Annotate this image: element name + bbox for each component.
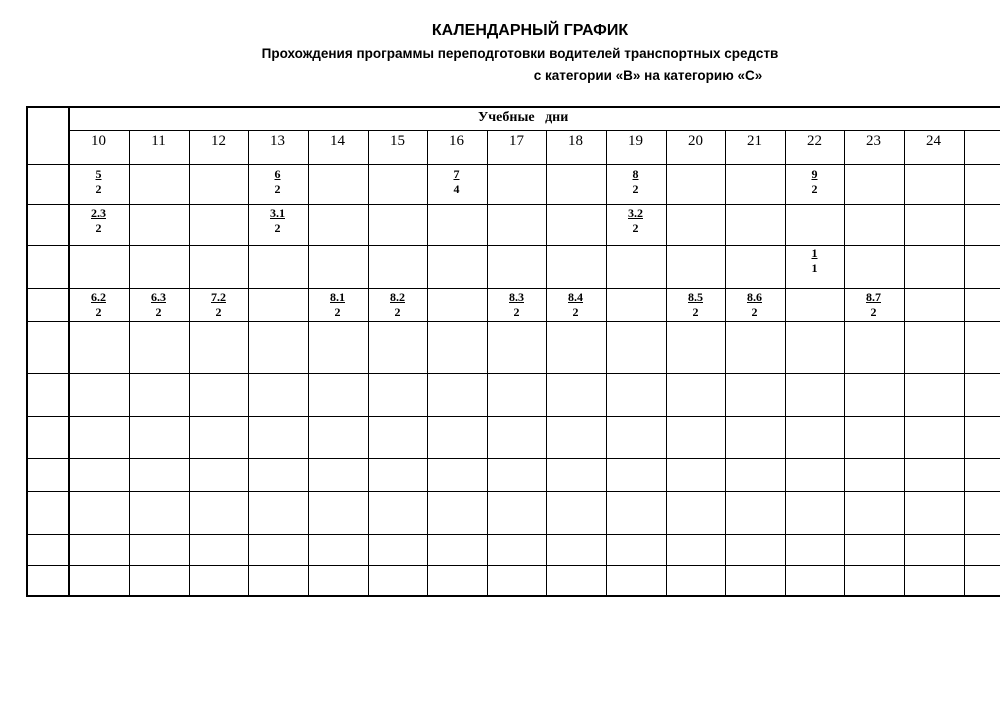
day-header: 20 [688,133,703,149]
column-divider [785,130,786,596]
day-header: 18 [568,133,583,149]
day-header: 13 [270,133,285,149]
column-divider [964,130,965,596]
document-title: КАЛЕНДАРНЫЙ ГРАФИК [431,22,629,39]
row-divider [26,164,1000,165]
day-header: 17 [509,133,524,149]
day-header: 24 [926,133,941,149]
entry-hours: 2 [274,221,281,235]
column-divider [725,130,726,596]
day-header: 19 [628,133,643,149]
entry-topic: 7.2 [211,290,226,304]
entry-hours: 2 [95,182,102,196]
table-border-left [26,106,28,596]
row-divider [26,565,1000,566]
entry-hours: 2 [274,182,281,196]
entry-hours: 2 [155,305,162,319]
day-header: 16 [449,133,464,149]
entry-topic: 5 [95,167,102,181]
entry-topic: 6.2 [91,290,106,304]
day-header: 15 [390,133,405,149]
schedule-entry [308,290,367,320]
row-divider [26,416,1000,417]
schedule-entry [666,290,725,320]
row-divider [26,245,1000,246]
schedule-entry [189,290,248,320]
schedule-entry [248,206,307,236]
day-header: 21 [747,133,762,149]
entry-hours: 2 [870,305,877,319]
schedule-entry [785,167,844,197]
table-border-top [26,106,1000,108]
row-divider [26,204,1000,205]
entry-topic: 8.6 [747,290,762,304]
column-divider [189,130,190,596]
table-border-bottom [26,595,1000,597]
day-header: 10 [91,133,106,149]
schedule-entry [248,167,307,197]
header-divider [68,130,1000,131]
day-header: 12 [211,133,226,149]
schedule-entry [785,246,844,276]
column-divider [546,130,547,596]
column-divider [427,130,428,596]
column-divider [606,130,607,596]
entry-topic: 3.2 [628,206,643,220]
entry-topic: 8.7 [866,290,881,304]
day-header: 23 [866,133,881,149]
day-header: 22 [807,133,822,149]
entry-hours: 1 [811,261,818,275]
entry-topic: 8 [632,167,639,181]
entry-hours: 2 [692,305,699,319]
entry-hours: 2 [95,305,102,319]
entry-topic: 8.2 [390,290,405,304]
row-divider [26,373,1000,374]
schedule-entry [69,206,128,236]
header-label: Учебные дни [478,110,569,125]
row-divider [26,458,1000,459]
column-divider [487,130,488,596]
entry-hours: 2 [632,221,639,235]
entry-topic: 6 [274,167,281,181]
schedule-entry [546,290,605,320]
schedule-entry [129,290,188,320]
entry-hours: 2 [811,182,818,196]
column-divider [129,130,130,596]
entry-topic: 7 [453,167,460,181]
entry-hours: 2 [95,221,102,235]
entry-topic: 2.3 [91,206,106,220]
schedule-entry [606,167,665,197]
schedule-entry [487,290,546,320]
column-divider [666,130,667,596]
entry-hours: 2 [572,305,579,319]
entry-topic: 8.3 [509,290,524,304]
entry-hours: 2 [751,305,758,319]
row-divider [26,321,1000,322]
entry-topic: 6.3 [151,290,166,304]
entry-topic: 8.4 [568,290,583,304]
column-divider [904,130,905,596]
schedule-entry [427,167,486,197]
column-divider [368,130,369,596]
entry-hours: 2 [513,305,520,319]
schedule-entry [606,206,665,236]
document-subtitle-line2: с категории «В» на категорию «С» [533,68,763,83]
schedule-entry [69,167,128,197]
entry-topic: 1 [811,246,818,260]
schedule-entry [725,290,784,320]
entry-hours: 4 [453,182,460,196]
column-divider [308,130,309,596]
column-divider [248,130,249,596]
entry-hours: 2 [394,305,401,319]
entry-hours: 2 [334,305,341,319]
day-header: 11 [151,133,166,149]
entry-hours: 2 [632,182,639,196]
day-header: 14 [330,133,345,149]
entry-topic: 9 [811,167,818,181]
row-divider [26,534,1000,535]
row-divider [26,491,1000,492]
entry-topic: 8.5 [688,290,703,304]
document-subtitle-line1: Прохождения программы переподготовки водителей транспортных средств [261,46,779,61]
column-divider [844,130,845,596]
entry-topic: 3.1 [270,206,285,220]
schedule-entry [368,290,427,320]
row-divider [26,288,1000,289]
schedule-entry [844,290,903,320]
entry-topic: 8.1 [330,290,345,304]
entry-hours: 2 [215,305,222,319]
schedule-entry [69,290,128,320]
